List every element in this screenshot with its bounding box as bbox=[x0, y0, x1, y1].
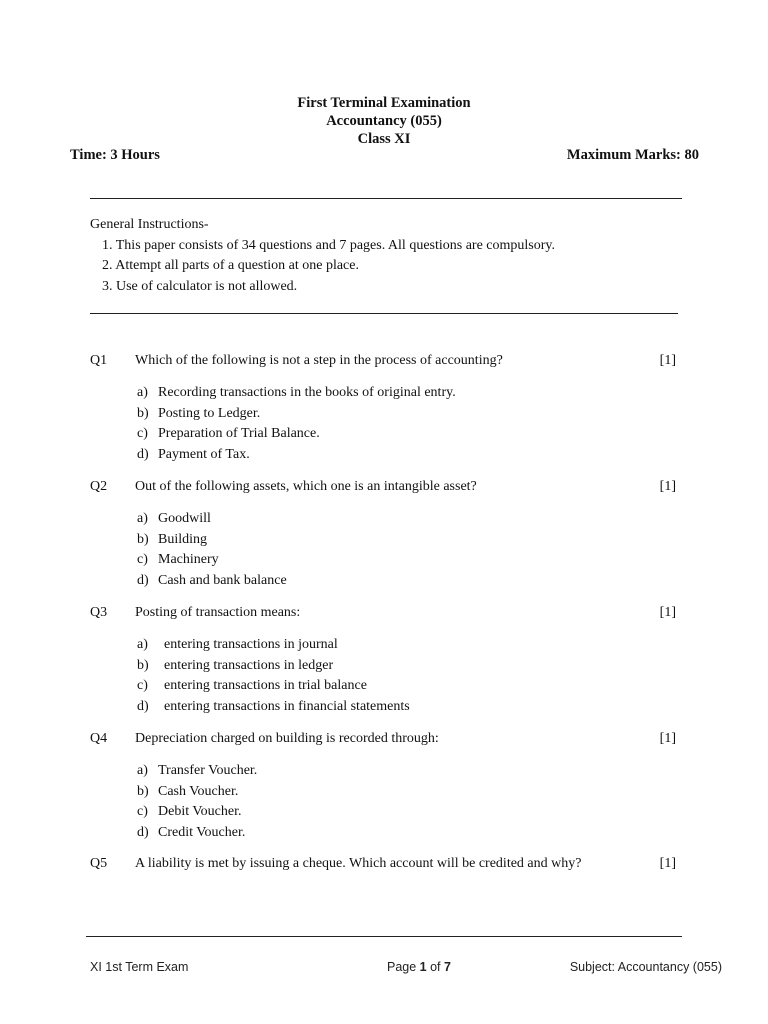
question-number: Q4 bbox=[90, 731, 108, 746]
option-label: a) bbox=[137, 385, 148, 400]
option-label: d) bbox=[137, 698, 149, 714]
question-text: A liability is met by issuing a cheque. Which account will be credited and why? bbox=[135, 856, 582, 871]
option-item bbox=[135, 571, 680, 592]
page-of: of bbox=[426, 960, 444, 974]
question-number: Q2 bbox=[90, 479, 108, 494]
instruction-item: 3. Use of calculator is not allowed. bbox=[102, 278, 298, 294]
option-text: entering transactions in ledger bbox=[164, 657, 334, 673]
question-number: Q1 bbox=[90, 353, 108, 368]
time-allowed: Time: 3 Hours bbox=[70, 147, 160, 163]
option-text: Credit Voucher. bbox=[158, 824, 246, 840]
option-label: a) bbox=[137, 637, 148, 652]
question-text: Posting of transaction means: bbox=[135, 605, 301, 620]
question-1 bbox=[90, 351, 680, 465]
exam-title: First Terminal Examination bbox=[297, 95, 471, 111]
footer-subject: Subject: Accountancy (055) bbox=[569, 960, 722, 974]
question-5 bbox=[90, 854, 680, 874]
option-label: c) bbox=[137, 678, 148, 693]
question-marks: [1] bbox=[659, 856, 676, 871]
option-text: entering transactions in trial balance bbox=[164, 678, 367, 693]
option-text: entering transactions in financial statements bbox=[164, 698, 410, 714]
footer-divider bbox=[86, 936, 682, 937]
option-label: d) bbox=[137, 446, 149, 462]
page-total: 7 bbox=[444, 960, 451, 974]
page-current: 1 bbox=[419, 960, 427, 974]
option-item bbox=[135, 676, 680, 697]
option-list bbox=[90, 383, 680, 465]
option-text: Posting to Ledger. bbox=[158, 405, 261, 421]
option-text: Preparation of Trial Balance. bbox=[158, 426, 320, 441]
option-text: Payment of Tax. bbox=[158, 446, 250, 462]
page-prefix: Page bbox=[387, 960, 420, 974]
option-text: Transfer Voucher. bbox=[158, 763, 258, 778]
option-item bbox=[135, 761, 680, 782]
question-marks: [1] bbox=[659, 731, 676, 746]
question-number: Q5 bbox=[90, 856, 108, 871]
option-label: b) bbox=[137, 531, 149, 547]
question-marks: [1] bbox=[659, 605, 676, 620]
option-label: a) bbox=[137, 511, 148, 526]
option-label: a) bbox=[137, 763, 148, 778]
divider-top bbox=[90, 198, 682, 199]
option-item bbox=[135, 697, 680, 718]
option-label: b) bbox=[137, 657, 149, 673]
option-label: b) bbox=[137, 405, 149, 421]
option-text: Debit Voucher. bbox=[158, 804, 242, 819]
question-3 bbox=[90, 603, 680, 717]
option-label: b) bbox=[137, 783, 149, 799]
option-list bbox=[90, 761, 680, 843]
option-text: Building bbox=[158, 531, 208, 547]
question-marks: [1] bbox=[659, 479, 676, 494]
question-number: Q3 bbox=[90, 605, 108, 620]
option-label: c) bbox=[137, 804, 148, 819]
option-item bbox=[135, 445, 680, 466]
question-marks: [1] bbox=[659, 353, 676, 368]
divider-instructions bbox=[90, 313, 678, 314]
option-list bbox=[90, 509, 680, 591]
question-text: Depreciation charged on building is recorded through: bbox=[135, 731, 439, 746]
question-text: Out of the following assets, which one is an intangible asset? bbox=[135, 479, 477, 494]
option-text: Cash and bank balance bbox=[158, 572, 287, 588]
option-label: c) bbox=[137, 552, 148, 567]
option-item bbox=[135, 823, 680, 844]
option-list bbox=[90, 635, 680, 717]
option-label: d) bbox=[137, 572, 149, 588]
option-label: c) bbox=[137, 426, 148, 441]
maximum-marks: Maximum Marks: 80 bbox=[566, 147, 699, 163]
option-item bbox=[135, 404, 680, 425]
subject-title: Accountancy (055) bbox=[326, 113, 442, 129]
option-text: Machinery bbox=[158, 552, 219, 567]
question-text: Which of the following is not a step in the process of accounting? bbox=[135, 353, 503, 368]
instruction-item: 2. Attempt all parts of a question at one place. bbox=[102, 258, 359, 273]
option-text: Recording transactions in the books of original entry. bbox=[158, 385, 456, 400]
option-text: entering transactions in journal bbox=[164, 637, 338, 652]
class-title: Class XI bbox=[357, 131, 411, 147]
option-item bbox=[135, 635, 680, 656]
instruction-item: 1. This paper consists of 34 questions and 7 pages. All questions are compulsory. bbox=[102, 237, 555, 253]
general-instructions bbox=[90, 215, 555, 297]
option-label: d) bbox=[137, 824, 149, 840]
option-item bbox=[135, 802, 680, 823]
option-item bbox=[135, 782, 680, 803]
option-item bbox=[135, 509, 680, 530]
option-item bbox=[135, 383, 680, 404]
footer-exam-name: XI 1st Term Exam bbox=[90, 960, 189, 974]
question-2 bbox=[90, 477, 680, 591]
option-item bbox=[135, 656, 680, 677]
option-text: Cash Voucher. bbox=[158, 783, 239, 799]
option-item bbox=[135, 550, 680, 571]
option-text: Goodwill bbox=[158, 511, 211, 526]
option-item bbox=[135, 530, 680, 551]
question-4 bbox=[90, 729, 680, 843]
instructions-title: General Instructions- bbox=[90, 217, 209, 232]
footer-page-number bbox=[387, 960, 451, 974]
option-item bbox=[135, 424, 680, 445]
